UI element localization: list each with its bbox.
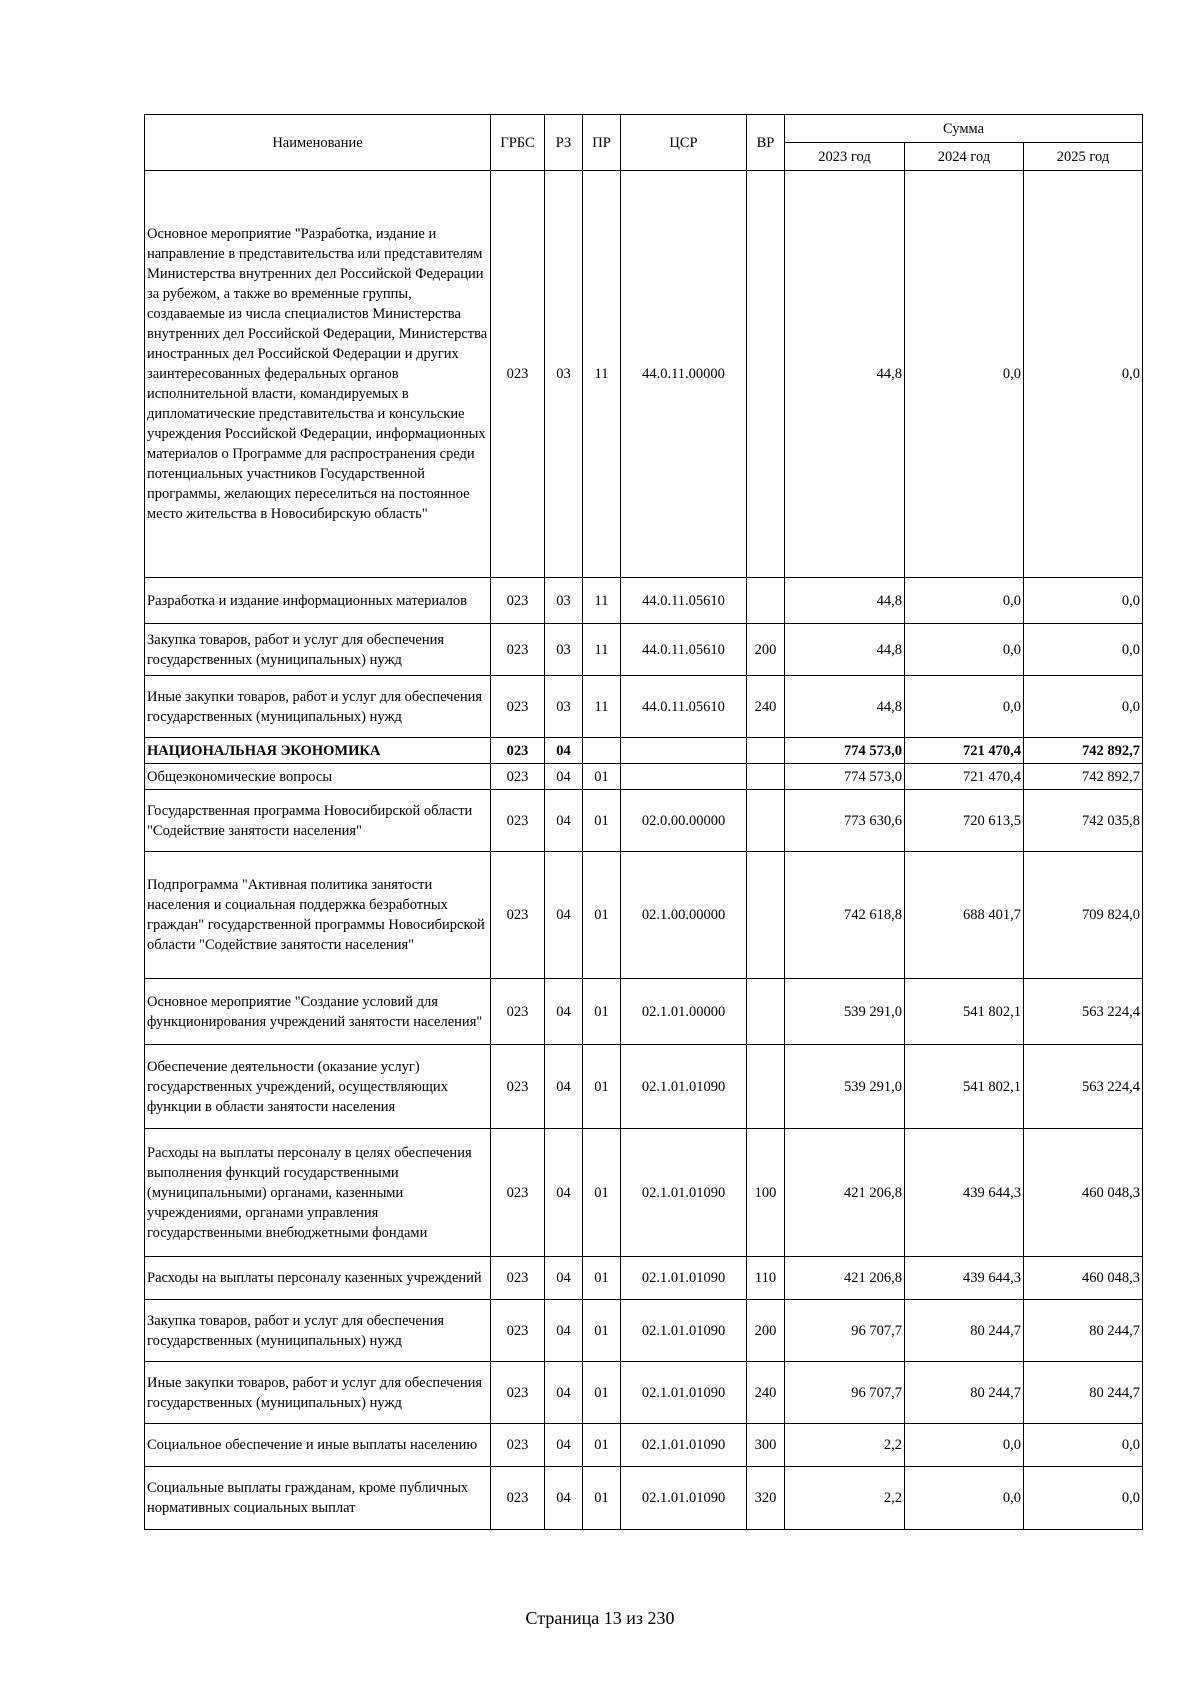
row-grbs: 023 <box>491 1129 545 1257</box>
row-sum-2025: 0,0 <box>1024 1424 1143 1467</box>
row-grbs: 023 <box>491 1467 545 1530</box>
row-name: Расходы на выплаты персоналу казенных учреждений <box>145 1257 491 1300</box>
row-sum-2025: 563 224,4 <box>1024 1045 1143 1129</box>
page-number: Страница 13 из 230 <box>525 1608 675 1628</box>
table-row <box>145 578 1143 624</box>
table-header <box>145 115 1143 171</box>
row-sum-2023: 2,2 <box>785 1467 905 1530</box>
header-grbs: ГРБС <box>491 115 545 171</box>
row-name: Закупка товаров, работ и услуг для обеспечения государственных (муниципальных) нужд <box>145 624 491 676</box>
row-rz: 04 <box>545 852 583 979</box>
row-sum-2023: 44,8 <box>785 171 905 578</box>
table-row <box>145 790 1143 852</box>
row-pr: 01 <box>583 1257 621 1300</box>
row-rz: 04 <box>545 1424 583 1467</box>
row-sum-2025: 0,0 <box>1024 1467 1143 1530</box>
table-row <box>145 1424 1143 1467</box>
row-sum-2024: 721 470,4 <box>905 738 1024 764</box>
row-sum-2025: 563 224,4 <box>1024 979 1143 1045</box>
row-sum-2023: 96 707,7 <box>785 1300 905 1362</box>
row-pr: 01 <box>583 1045 621 1129</box>
row-sum-2024: 439 644,3 <box>905 1257 1024 1300</box>
budget-table <box>144 114 1143 1530</box>
row-pr <box>583 738 621 764</box>
row-grbs: 023 <box>491 1424 545 1467</box>
row-csr: 44.0.11.05610 <box>621 624 747 676</box>
row-name: Иные закупки товаров, работ и услуг для обеспечения государственных (муниципальных) нужд <box>145 1362 491 1424</box>
row-pr: 11 <box>583 578 621 624</box>
row-sum-2023: 421 206,8 <box>785 1129 905 1257</box>
row-sum-2023: 2,2 <box>785 1424 905 1467</box>
row-name: Общеэкономические вопросы <box>145 764 491 790</box>
row-rz: 04 <box>545 738 583 764</box>
header-sum: Сумма <box>785 115 1143 143</box>
row-grbs: 023 <box>491 979 545 1045</box>
row-vr <box>747 1045 785 1129</box>
row-sum-2024: 0,0 <box>905 1424 1024 1467</box>
row-vr <box>747 578 785 624</box>
row-sum-2025: 80 244,7 <box>1024 1300 1143 1362</box>
row-sum-2024: 0,0 <box>905 171 1024 578</box>
row-name: Обеспечение деятельности (оказание услуг) государственных учреждений, осуществляющих функции в области занятости населения <box>145 1045 491 1129</box>
row-csr: 02.1.01.01090 <box>621 1362 747 1424</box>
header-year-2023: 2023 год <box>785 143 905 171</box>
row-csr <box>621 738 747 764</box>
row-name: Основное мероприятие "Создание условий для функционирования учреждений занятости населения" <box>145 979 491 1045</box>
row-rz: 04 <box>545 1362 583 1424</box>
row-sum-2024: 80 244,7 <box>905 1300 1024 1362</box>
row-sum-2024: 720 613,5 <box>905 790 1024 852</box>
row-grbs: 023 <box>491 1300 545 1362</box>
table-row <box>145 738 1143 764</box>
row-vr: 240 <box>747 1362 785 1424</box>
row-sum-2025: 460 048,3 <box>1024 1257 1143 1300</box>
row-sum-2023: 44,8 <box>785 624 905 676</box>
row-csr: 02.1.01.01090 <box>621 1467 747 1530</box>
row-name: Расходы на выплаты персоналу в целях обеспечения выполнения функций государственными (муниципальными) органами, казенными учреждениями, органами управления государственными внебюджетными фондами <box>145 1129 491 1257</box>
row-csr: 02.0.00.00000 <box>621 790 747 852</box>
row-sum-2023: 539 291,0 <box>785 979 905 1045</box>
row-sum-2025: 709 824,0 <box>1024 852 1143 979</box>
row-rz: 03 <box>545 578 583 624</box>
row-sum-2023: 774 573,0 <box>785 738 905 764</box>
row-pr: 11 <box>583 676 621 738</box>
row-sum-2023: 44,8 <box>785 676 905 738</box>
table-row <box>145 1129 1143 1257</box>
row-vr <box>747 764 785 790</box>
header-year-2025: 2025 год <box>1024 143 1143 171</box>
row-grbs: 023 <box>491 578 545 624</box>
row-name: Подпрограмма "Активная политика занятости населения и социальная поддержка безработных граждан" государственной программы Новосибирской области "Содействие занятости населения" <box>145 852 491 979</box>
row-sum-2023: 44,8 <box>785 578 905 624</box>
row-csr: 44.0.11.05610 <box>621 578 747 624</box>
row-sum-2025: 460 048,3 <box>1024 1129 1143 1257</box>
row-csr: 02.1.01.01090 <box>621 1257 747 1300</box>
header-pr: ПР <box>583 115 621 171</box>
table-row <box>145 764 1143 790</box>
row-rz: 03 <box>545 624 583 676</box>
row-csr: 44.0.11.05610 <box>621 676 747 738</box>
row-csr: 02.1.01.01090 <box>621 1424 747 1467</box>
row-pr: 01 <box>583 852 621 979</box>
row-pr: 01 <box>583 1129 621 1257</box>
row-pr: 01 <box>583 979 621 1045</box>
row-pr: 11 <box>583 624 621 676</box>
header-name: Наименование <box>145 115 491 171</box>
row-rz: 04 <box>545 1045 583 1129</box>
row-vr <box>747 979 785 1045</box>
row-csr: 02.1.00.00000 <box>621 852 747 979</box>
row-pr: 01 <box>583 1300 621 1362</box>
row-sum-2023: 774 573,0 <box>785 764 905 790</box>
row-sum-2024: 0,0 <box>905 578 1024 624</box>
row-rz: 04 <box>545 1300 583 1362</box>
row-sum-2023: 421 206,8 <box>785 1257 905 1300</box>
row-sum-2025: 0,0 <box>1024 624 1143 676</box>
row-sum-2023: 773 630,6 <box>785 790 905 852</box>
row-rz: 04 <box>545 1257 583 1300</box>
row-sum-2024: 80 244,7 <box>905 1362 1024 1424</box>
row-name: Социальные выплаты гражданам, кроме публичных нормативных социальных выплат <box>145 1467 491 1530</box>
row-sum-2024: 0,0 <box>905 624 1024 676</box>
row-grbs: 023 <box>491 852 545 979</box>
row-grbs: 023 <box>491 1257 545 1300</box>
row-csr: 44.0.11.00000 <box>621 171 747 578</box>
row-rz: 04 <box>545 764 583 790</box>
table-row <box>145 624 1143 676</box>
row-sum-2025: 0,0 <box>1024 676 1143 738</box>
row-sum-2024: 541 802,1 <box>905 1045 1024 1129</box>
table-row <box>145 1300 1143 1362</box>
row-vr: 110 <box>747 1257 785 1300</box>
table-row <box>145 852 1143 979</box>
table-row <box>145 1467 1143 1530</box>
row-sum-2024: 0,0 <box>905 1467 1024 1530</box>
row-csr: 02.1.01.00000 <box>621 979 747 1045</box>
row-pr: 01 <box>583 1362 621 1424</box>
row-grbs: 023 <box>491 1362 545 1424</box>
row-vr: 300 <box>747 1424 785 1467</box>
row-pr: 01 <box>583 1467 621 1530</box>
row-name: Социальное обеспечение и иные выплаты населению <box>145 1424 491 1467</box>
row-sum-2025: 0,0 <box>1024 171 1143 578</box>
table-row <box>145 979 1143 1045</box>
row-vr: 200 <box>747 624 785 676</box>
row-sum-2025: 742 892,7 <box>1024 738 1143 764</box>
row-csr <box>621 764 747 790</box>
row-sum-2024: 688 401,7 <box>905 852 1024 979</box>
table-row <box>145 1257 1143 1300</box>
table-row <box>145 1045 1143 1129</box>
row-sum-2025: 742 035,8 <box>1024 790 1143 852</box>
row-sum-2025: 0,0 <box>1024 578 1143 624</box>
row-grbs: 023 <box>491 171 545 578</box>
row-sum-2023: 539 291,0 <box>785 1045 905 1129</box>
row-name: Основное мероприятие "Разработка, издание и направление в представительства или представителям Министерства внутренних дел Российской Федерации за рубежом, а также во временные группы, создаваемые из числа специалистов Министерства внутренних дел Российской Федерации, Министерства иностранных дел Российской Федерации и других заинтересованных федеральных органов исполнительной власти, командируемых в дипломатические представительства и консульские учреждения Российской Федерации, информационных материалов о Программе для распространения среди потенциальных участников Государственной программы, желающих переселиться на постоянное место жительства в Новосибирскую область" <box>145 171 491 578</box>
row-vr: 200 <box>747 1300 785 1362</box>
row-sum-2024: 439 644,3 <box>905 1129 1024 1257</box>
row-rz: 04 <box>545 1129 583 1257</box>
row-vr: 320 <box>747 1467 785 1530</box>
row-grbs: 023 <box>491 1045 545 1129</box>
row-name: Государственная программа Новосибирской области "Содействие занятости населения" <box>145 790 491 852</box>
row-rz: 04 <box>545 790 583 852</box>
row-csr: 02.1.01.01090 <box>621 1300 747 1362</box>
row-grbs: 023 <box>491 676 545 738</box>
header-year-2024: 2024 год <box>905 143 1024 171</box>
table-row <box>145 1362 1143 1424</box>
row-sum-2025: 80 244,7 <box>1024 1362 1143 1424</box>
row-sum-2024: 0,0 <box>905 676 1024 738</box>
row-name: НАЦИОНАЛЬНАЯ ЭКОНОМИКА <box>145 738 491 764</box>
row-sum-2024: 721 470,4 <box>905 764 1024 790</box>
row-grbs: 023 <box>491 738 545 764</box>
row-sum-2023: 742 618,8 <box>785 852 905 979</box>
row-vr <box>747 171 785 578</box>
row-grbs: 023 <box>491 624 545 676</box>
row-vr: 240 <box>747 676 785 738</box>
header-csr: ЦСР <box>621 115 747 171</box>
row-grbs: 023 <box>491 790 545 852</box>
row-vr: 100 <box>747 1129 785 1257</box>
row-vr <box>747 790 785 852</box>
header-vr: ВР <box>747 115 785 171</box>
row-sum-2023: 96 707,7 <box>785 1362 905 1424</box>
row-vr <box>747 738 785 764</box>
row-grbs: 023 <box>491 764 545 790</box>
row-rz: 04 <box>545 1467 583 1530</box>
row-name: Закупка товаров, работ и услуг для обеспечения государственных (муниципальных) нужд <box>145 1300 491 1362</box>
row-rz: 03 <box>545 171 583 578</box>
row-sum-2025: 742 892,7 <box>1024 764 1143 790</box>
row-name: Иные закупки товаров, работ и услуг для обеспечения государственных (муниципальных) нужд <box>145 676 491 738</box>
header-rz: РЗ <box>545 115 583 171</box>
table-body <box>145 171 1143 1530</box>
row-pr: 01 <box>583 764 621 790</box>
row-pr: 01 <box>583 1424 621 1467</box>
row-csr: 02.1.01.01090 <box>621 1045 747 1129</box>
table-row <box>145 676 1143 738</box>
row-pr: 11 <box>583 171 621 578</box>
row-csr: 02.1.01.01090 <box>621 1129 747 1257</box>
table-row <box>145 171 1143 578</box>
row-name: Разработка и издание информационных материалов <box>145 578 491 624</box>
row-rz: 03 <box>545 676 583 738</box>
row-sum-2024: 541 802,1 <box>905 979 1024 1045</box>
row-rz: 04 <box>545 979 583 1045</box>
row-vr <box>747 852 785 979</box>
row-pr: 01 <box>583 790 621 852</box>
